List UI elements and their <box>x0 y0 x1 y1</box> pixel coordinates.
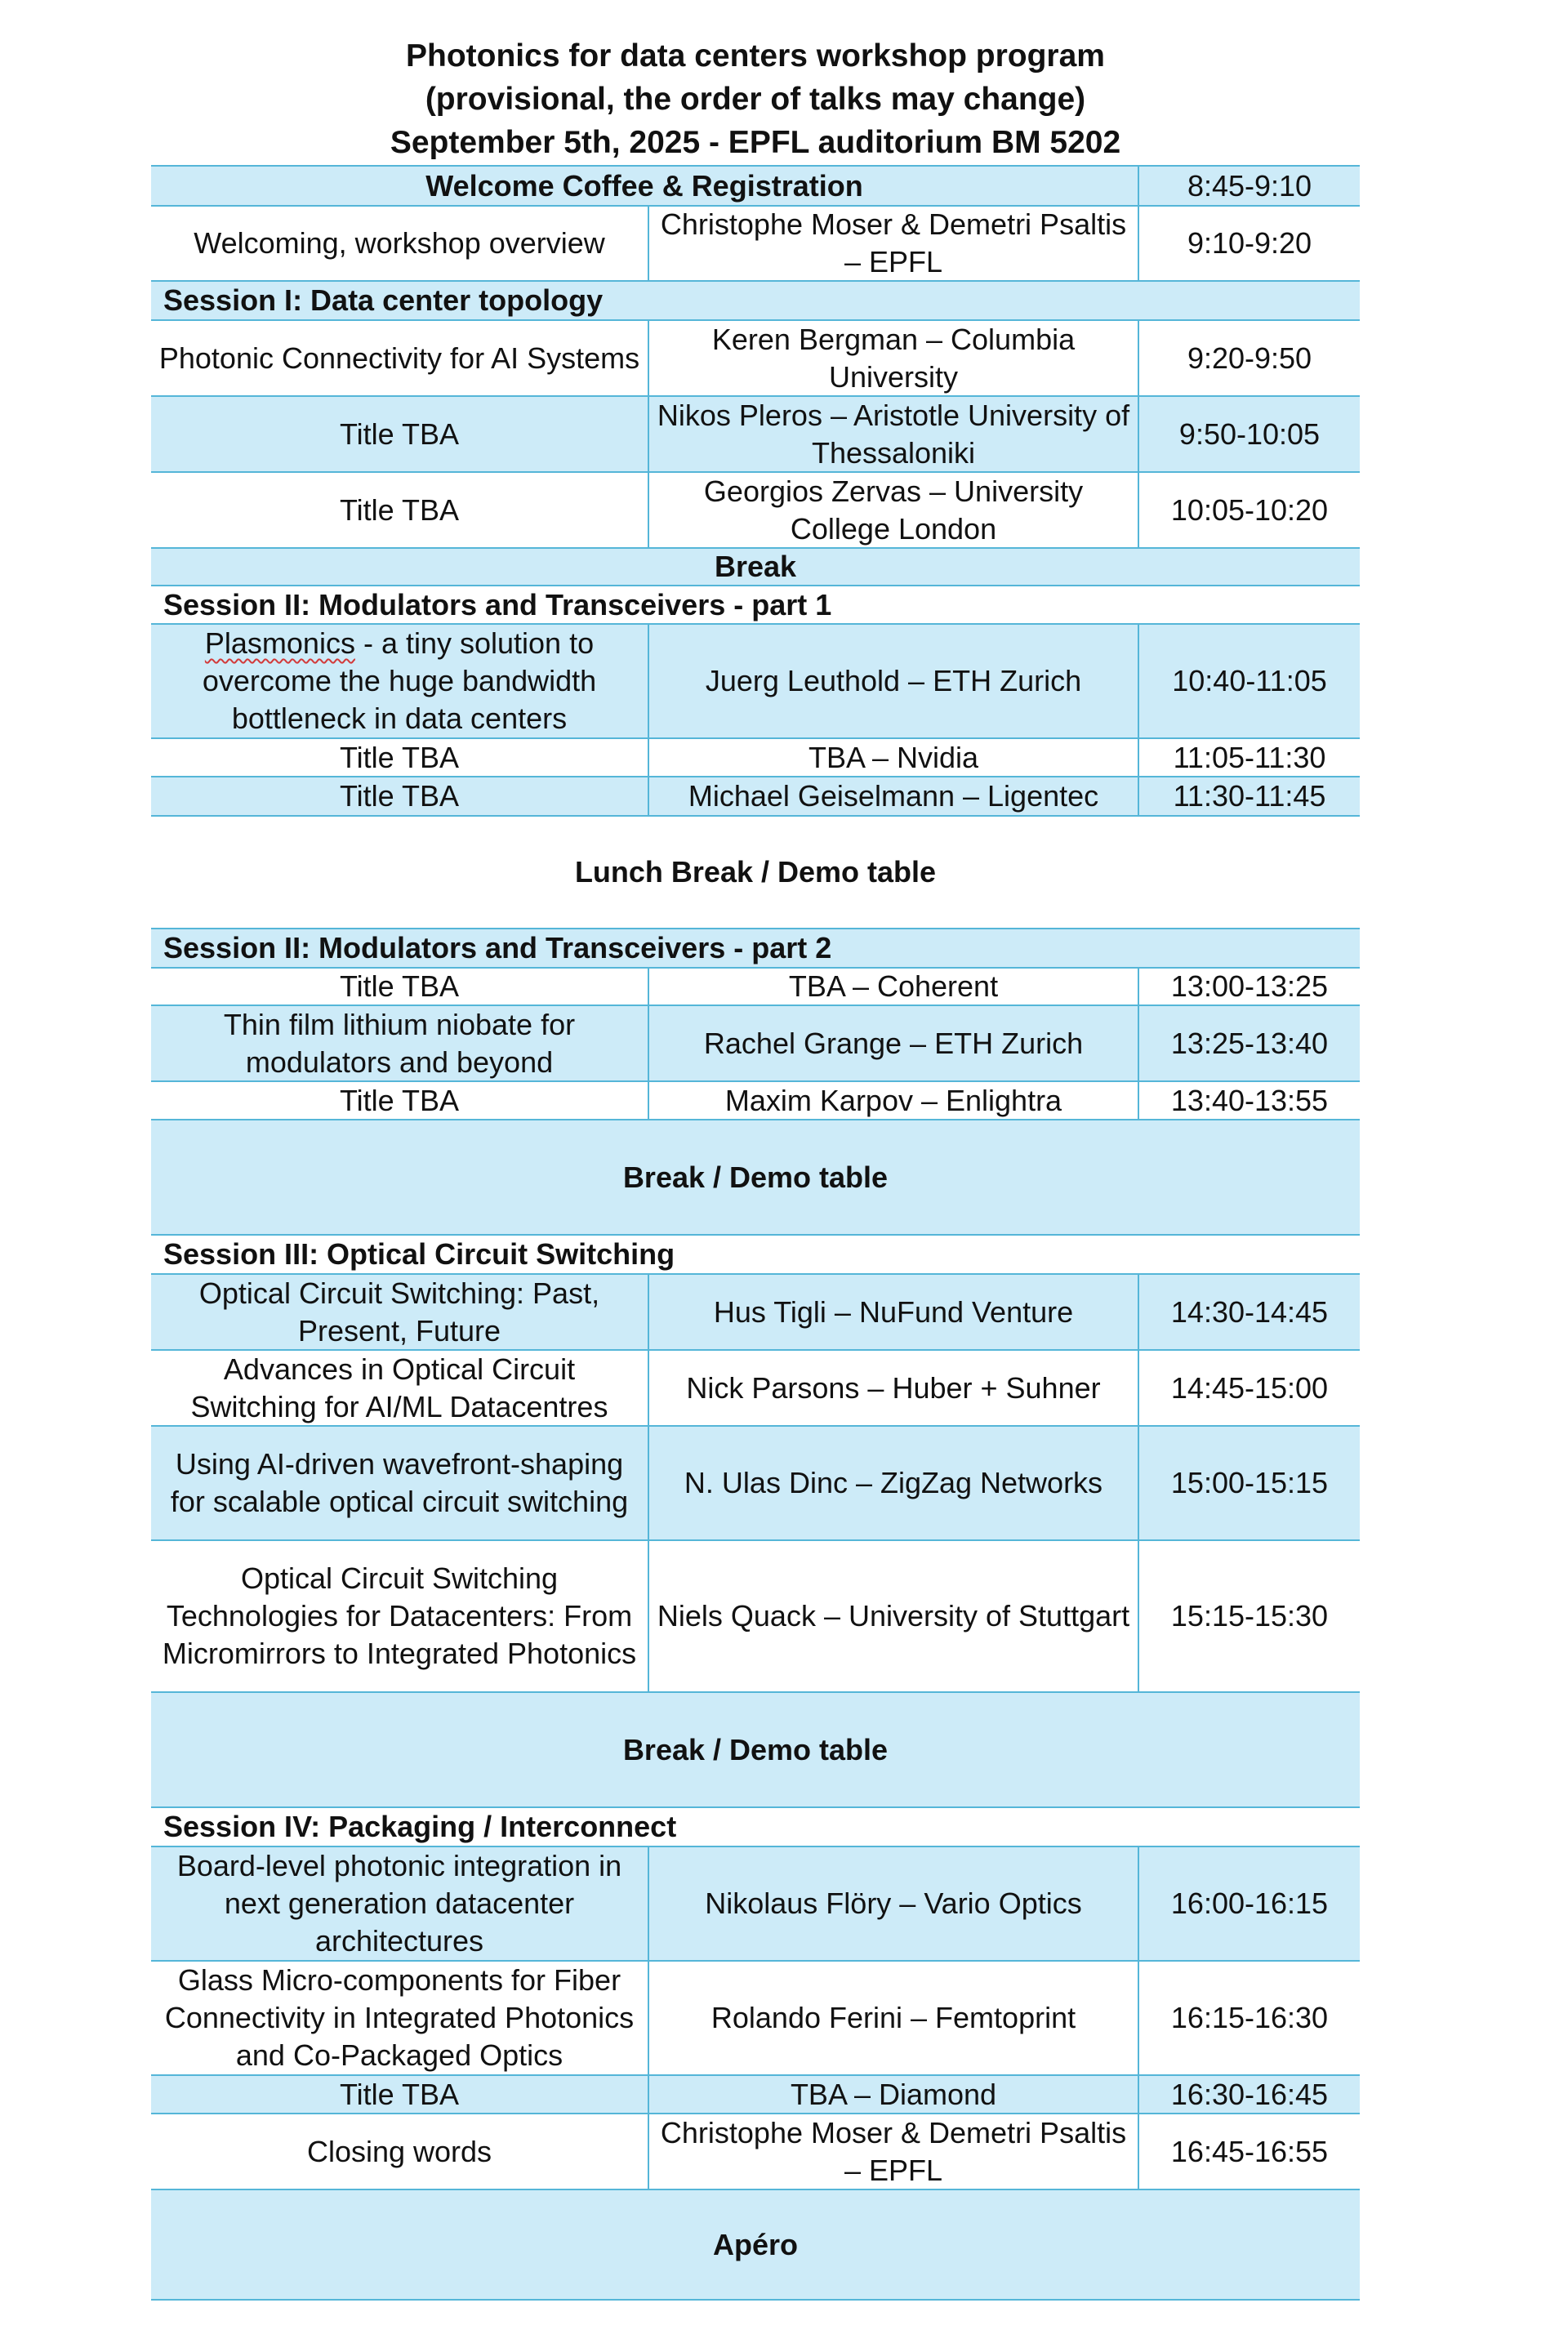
session-header-4 <box>151 1806 1360 1846</box>
talk-time: 11:05-11:30 <box>1173 740 1326 774</box>
talk-time: 15:15-15:30 <box>1170 1599 1329 1633</box>
talk-speaker: Hus Tigli – NuFund Venture <box>649 1275 1139 1349</box>
table-row <box>151 2074 1360 2113</box>
spellcheck-word: Plasmonics <box>204 626 355 660</box>
table-row <box>151 395 1360 471</box>
break-label: Break <box>714 550 797 583</box>
talk-time: 13:00-13:25 <box>1170 969 1329 1003</box>
title-line-3: September 5th, 2025 - EPFL auditorium BM 5202 <box>390 125 1121 160</box>
talk-title: Optical Circuit Switching: Past, Present, Future <box>151 1275 649 1349</box>
talk-title-rest: - a tiny solution to overcome the huge bandwidth bottleneck in data centers <box>202 626 597 735</box>
lunch-break-row <box>151 815 1360 928</box>
table-row-closing <box>151 2113 1360 2189</box>
session-header-2a <box>151 585 1360 623</box>
table-row <box>151 737 1360 776</box>
break-row <box>151 1119 1360 1234</box>
talk-time: 16:30-16:45 <box>1170 2077 1329 2111</box>
talk-time: 16:15-16:30 <box>1170 2001 1329 2034</box>
table-row-welcome <box>151 165 1360 205</box>
talk-title: Glass Micro-components for Fiber Connectivity in Integrated Photonics and Co-Packaged Optics <box>151 1962 649 2074</box>
talk-speaker: Maxim Karpov – Enlightra <box>649 1082 1139 1119</box>
break-row <box>151 547 1360 585</box>
talk-title: Title TBA <box>151 739 649 776</box>
talk-time: 16:00-16:15 <box>1170 1886 1329 1920</box>
talk-title: Advances in Optical Circuit Switching for AI/ML Datacentres <box>151 1351 649 1425</box>
break-label: Break / Demo table <box>622 1160 889 1194</box>
talk-speaker: Nikos Pleros – Aristotle University of Thessaloniki <box>649 397 1139 471</box>
talk-title: Title TBA <box>151 777 649 815</box>
break-label: Break / Demo table <box>622 1732 889 1766</box>
talk-title: Thin film lithium niobate for modulators and beyond <box>151 1006 649 1080</box>
talk-title: Title TBA <box>151 1082 649 1119</box>
talk-time: 9:50-10:05 <box>1178 416 1321 451</box>
talk-time: 9:10-9:20 <box>1187 226 1312 260</box>
talk-speaker: Christophe Moser & Demetri Psaltis – EPFL <box>649 2114 1139 2189</box>
talk-time: 11:30-11:45 <box>1173 779 1326 813</box>
talk-speaker: Michael Geiselmann – Ligentec <box>649 777 1139 815</box>
welcome-label: Welcome Coffee & Registration <box>151 167 1139 205</box>
talk-time: 10:05-10:20 <box>1170 492 1329 527</box>
session-title: Session II: Modulators and Transceivers - part 2 <box>163 931 832 964</box>
talk-title: Title TBA <box>151 2076 649 2113</box>
table-row <box>151 1273 1360 1349</box>
session-header-3 <box>151 1234 1360 1273</box>
apero-row <box>151 2189 1360 2301</box>
talk-title: Using AI-driven wavefront-shaping for scalable optical circuit switching <box>151 1427 649 1539</box>
talk-title: Board-level photonic integration in next generation datacenter architectures <box>151 1847 649 1960</box>
talk-time: 14:30-14:45 <box>1170 1294 1329 1329</box>
talk-title: Welcoming, workshop overview <box>151 207 649 280</box>
talk-time: 15:00-15:15 <box>1170 1466 1329 1499</box>
apero-label: Apéro <box>712 2227 798 2261</box>
session-header-1 <box>151 280 1360 319</box>
session-header-2b <box>151 928 1360 967</box>
talk-time: 14:45-15:00 <box>1170 1370 1329 1405</box>
talk-speaker: Nick Parsons – Huber + Suhner <box>649 1351 1139 1425</box>
talk-speaker: Nikolaus Flöry – Vario Optics <box>649 1847 1139 1960</box>
talk-title: Closing words <box>151 2114 649 2189</box>
talk-speaker: Georgios Zervas – University College London <box>649 473 1139 547</box>
table-row <box>151 1080 1360 1119</box>
lunch-label: Lunch Break / Demo table <box>574 855 937 889</box>
table-row <box>151 1425 1360 1539</box>
program-title <box>151 34 1360 164</box>
table-row <box>151 1539 1360 1691</box>
talk-title: Optical Circuit Switching Technologies for Datacenters: From Micromirrors to Integrated Photonics <box>151 1541 649 1691</box>
talk-title <box>151 625 649 737</box>
schedule-table <box>151 165 1360 2301</box>
talk-title: Photonic Connectivity for AI Systems <box>151 321 649 395</box>
talk-time: 16:45-16:55 <box>1170 2134 1329 2168</box>
talk-time: 9:20-9:50 <box>1187 341 1312 375</box>
session-title: Session II: Modulators and Transceivers - part 1 <box>163 587 832 621</box>
title-line-1: Photonics for data centers workshop program <box>406 38 1105 74</box>
talk-title: Title TBA <box>151 969 649 1004</box>
talk-time: 13:40-13:55 <box>1170 1083 1329 1117</box>
talk-speaker: Juerg Leuthold – ETH Zurich <box>649 625 1139 737</box>
talk-speaker: Niels Quack – University of Stuttgart <box>649 1541 1139 1691</box>
session-title: Session I: Data center topology <box>163 283 604 317</box>
talk-time: 13:25-13:40 <box>1170 1026 1329 1060</box>
talk-time: 10:40-11:05 <box>1172 664 1327 697</box>
table-row-welcoming <box>151 205 1360 280</box>
break-row <box>151 1691 1360 1806</box>
talk-speaker: N. Ulas Dinc – ZigZag Networks <box>649 1427 1139 1539</box>
table-row <box>151 319 1360 395</box>
table-row <box>151 471 1360 547</box>
welcome-time: 8:45-9:10 <box>1187 168 1312 203</box>
table-row <box>151 1349 1360 1425</box>
talk-speaker: TBA – Nvidia <box>649 739 1139 776</box>
talk-title: Title TBA <box>151 397 649 471</box>
talk-speaker: Christophe Moser & Demetri Psaltis – EPFL <box>649 207 1139 280</box>
title-line-2: (provisional, the order of talks may change) <box>425 82 1086 117</box>
talk-speaker: Rachel Grange – ETH Zurich <box>649 1006 1139 1080</box>
talk-speaker: TBA – Coherent <box>649 969 1139 1004</box>
talk-title: Title TBA <box>151 473 649 547</box>
session-title: Session III: Optical Circuit Switching <box>163 1237 675 1271</box>
table-row <box>151 967 1360 1004</box>
table-row <box>151 1004 1360 1080</box>
talk-speaker: Rolando Ferini – Femtoprint <box>649 1962 1139 2074</box>
talk-speaker: TBA – Diamond <box>649 2076 1139 2113</box>
table-row <box>151 776 1360 815</box>
table-row <box>151 1960 1360 2074</box>
table-row <box>151 1846 1360 1960</box>
talk-speaker: Keren Bergman – Columbia University <box>649 321 1139 395</box>
table-row <box>151 623 1360 737</box>
session-title: Session IV: Packaging / Interconnect <box>163 1810 677 1843</box>
